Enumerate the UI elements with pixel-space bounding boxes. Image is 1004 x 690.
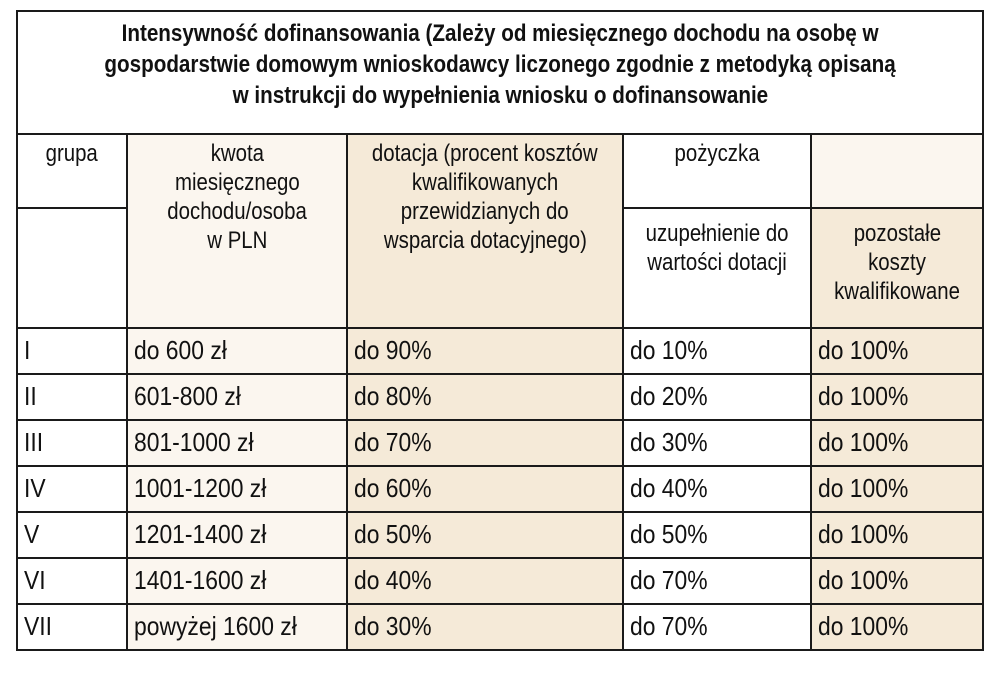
cell-uzupelnienie: do 40%: [623, 466, 811, 512]
cell-grupa: III: [17, 420, 127, 466]
cell-kwota: do 600 zł: [127, 328, 347, 374]
header-empty: [811, 134, 983, 208]
cell-uzupelnienie: do 70%: [623, 558, 811, 604]
table-row: [17, 604, 983, 650]
title-line: Intensywność dofinansowania (Zależy od miesięcznego dochodu na osobę w: [121, 20, 879, 47]
cell-dotacja: do 30%: [347, 604, 623, 650]
cell-grupa: II: [17, 374, 127, 420]
cell-uzupelnienie: do 70%: [623, 604, 811, 650]
cell-kwota: 1401-1600 zł: [127, 558, 347, 604]
cell-dotacja: do 90%: [347, 328, 623, 374]
cell-dotacja: do 60%: [347, 466, 623, 512]
cell-grupa: VII: [17, 604, 127, 650]
cell-grupa: IV: [17, 466, 127, 512]
cell-dotacja: do 80%: [347, 374, 623, 420]
subsidy-table: [16, 10, 984, 651]
cell-pozostale: do 100%: [811, 374, 983, 420]
cell-kwota: 601-800 zł: [127, 374, 347, 420]
table-row: [17, 466, 983, 512]
cell-pozostale: do 100%: [811, 328, 983, 374]
cell-pozostale: do 100%: [811, 512, 983, 558]
header-grupa-empty: [17, 208, 127, 328]
cell-kwota: 801-1000 zł: [127, 420, 347, 466]
table-row: [17, 558, 983, 604]
header-dotacja: dotacja (procent kosztów kwalifikowanych przewidzianych do wsparcia dotacyjnego): [347, 134, 623, 328]
cell-uzupelnienie: do 20%: [623, 374, 811, 420]
header-pozyczka: pożyczka: [623, 134, 811, 208]
cell-uzupelnienie: do 50%: [623, 512, 811, 558]
cell-uzupelnienie: do 10%: [623, 328, 811, 374]
cell-kwota: powyżej 1600 zł: [127, 604, 347, 650]
header-kwota: kwota miesięcznego dochodu/osoba w PLN: [127, 134, 347, 328]
title-line: w instrukcji do wypełnienia wniosku o dofinansowanie: [232, 82, 768, 109]
cell-kwota: 1201-1400 zł: [127, 512, 347, 558]
cell-grupa: VI: [17, 558, 127, 604]
cell-pozostale: do 100%: [811, 558, 983, 604]
cell-grupa: V: [17, 512, 127, 558]
cell-dotacja: do 40%: [347, 558, 623, 604]
cell-dotacja: do 70%: [347, 420, 623, 466]
title-line: gospodarstwie domowym wnioskodawcy liczonego zgodnie z metodyką opisaną: [104, 51, 896, 78]
cell-pozostale: do 100%: [811, 466, 983, 512]
table-row: [17, 374, 983, 420]
table-row: [17, 512, 983, 558]
table-row: [17, 420, 983, 466]
table-title: [17, 11, 983, 134]
cell-uzupelnienie: do 30%: [623, 420, 811, 466]
table-row: [17, 328, 983, 374]
cell-pozostale: do 100%: [811, 420, 983, 466]
header-pozostale: pozostałe koszty kwalifikowane: [811, 208, 983, 328]
cell-kwota: 1001-1200 zł: [127, 466, 347, 512]
cell-grupa: I: [17, 328, 127, 374]
header-grupa: grupa: [17, 134, 127, 208]
header-uzupelnienie: uzupełnienie do wartości dotacji: [623, 208, 811, 328]
cell-pozostale: do 100%: [811, 604, 983, 650]
cell-dotacja: do 50%: [347, 512, 623, 558]
